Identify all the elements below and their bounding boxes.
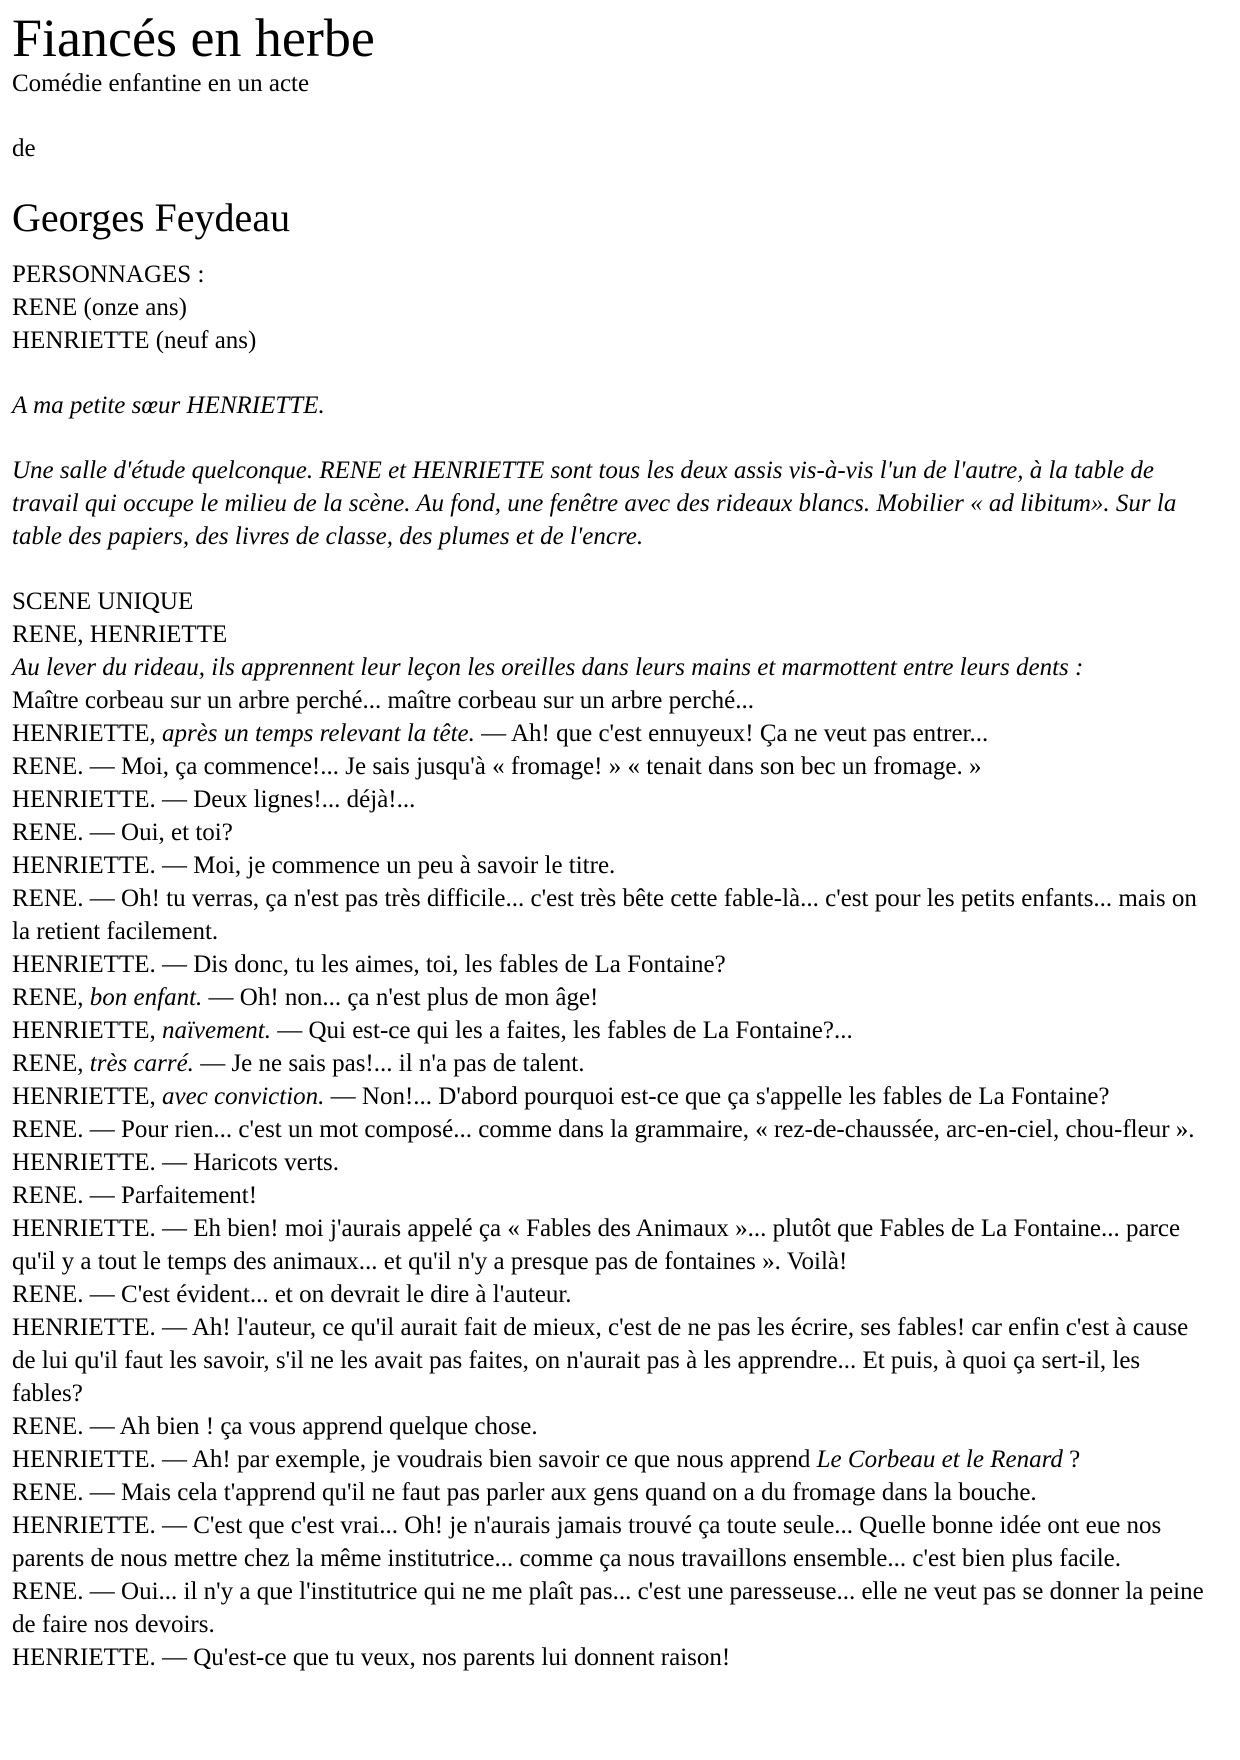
speaker-name: RENE. [12, 1413, 84, 1440]
dialogue-line [12, 1179, 1204, 1212]
dialogue-line [12, 1278, 1204, 1311]
dialogue-text: — Ah! par exemple, je voudrais bien savoir ce que nous apprend [161, 1446, 811, 1473]
dialogue-line [12, 1212, 1204, 1278]
dialogue-text: — Qui est-ce qui les a faites, les fables de La Fontaine?... [277, 1017, 853, 1044]
speaker-name: HENRIETTE. [12, 1314, 156, 1341]
speaker-name: RENE, [12, 984, 84, 1011]
dialogue-text: — Ah! que c'est ennuyeux! Ça ne veut pas entrer... [481, 720, 989, 747]
speaker-name: RENE. [12, 1116, 84, 1143]
dialogue-text: — Oh! tu verras, ça n'est pas très difficile... c'est très bête cette fable-là... c'est pour les petits enfants... mais on la retient facilement. [12, 885, 1197, 945]
dedication: A ma petite sœur HENRIETTE. [12, 392, 325, 419]
dialogue-line [12, 717, 1204, 750]
dialogue-text: — Mais cela t'apprend qu'il ne faut pas parler aux gens quand on a du fromage dans la bouche. [89, 1479, 1037, 1506]
speaker-name: HENRIETTE. [12, 786, 156, 813]
dialogue-line [12, 1014, 1204, 1047]
dialogue-line [12, 1641, 1204, 1674]
stage-direction: très carré. [89, 1050, 194, 1077]
dialogue-text: — Ah bien ! ça vous apprend quelque chose. [89, 1413, 538, 1440]
dialogue-line [12, 1047, 1204, 1080]
dialogue-text-end: ? [1062, 1446, 1081, 1473]
speaker-name: HENRIETTE. [12, 1446, 156, 1473]
stage-direction: Au lever du rideau, ils apprennent leur leçon les oreilles dans leurs mains et marmottent entre leurs dents : [12, 654, 1084, 681]
characters-heading: PERSONNAGES : [12, 261, 205, 288]
dialogue-line [12, 1509, 1204, 1575]
dialogue-text: — Qu'est-ce que tu veux, nos parents lui donnent raison! [161, 1644, 731, 1671]
character-entry: RENE (onze ans) [12, 294, 187, 321]
speaker-name: HENRIETTE. [12, 852, 156, 879]
dialogue-text: — Oh! non... ça n'est plus de mon âge! [208, 984, 599, 1011]
stage-direction: avec conviction. [161, 1083, 325, 1110]
dialogue-text: — Oui, et toi? [89, 819, 233, 846]
speaker-name: RENE. [12, 885, 84, 912]
dialogue-line [12, 1113, 1204, 1146]
dialogue-line [12, 1575, 1204, 1641]
speaker-name: HENRIETTE, [12, 1017, 156, 1044]
scene-heading: SCENE UNIQUE [12, 588, 194, 615]
dialogue-text: — Parfaitement! [89, 1182, 258, 1209]
dialogue-text: — Deux lignes!... déjà!... [161, 786, 416, 813]
play-subtitle: Comédie enfantine en un acte [12, 70, 310, 97]
dialogue-line [12, 981, 1204, 1014]
dialogue-line [12, 948, 1204, 981]
dialogue-line [12, 750, 1204, 783]
speaker-name: RENE. [12, 1281, 84, 1308]
dialogue-text: — Oui... il n'y a que l'institutrice qui ne me plaît pas... c'est une paresseuse... elle ne veut pas se donner la peine de faire nos devoirs. [12, 1578, 1204, 1638]
dialogue-list [12, 717, 1204, 1674]
speaker-name: HENRIETTE. [12, 1215, 156, 1242]
scene-cast: RENE, HENRIETTE [12, 621, 228, 648]
dialogue-line [12, 1146, 1204, 1179]
dialogue-line [12, 1311, 1204, 1410]
dialogue-line [12, 1410, 1204, 1443]
dialogue-text: — Je ne sais pas!... il n'a pas de talent. [200, 1050, 585, 1077]
dialogue-line [12, 783, 1204, 816]
dialogue-line [12, 816, 1204, 849]
speaker-name: HENRIETTE. [12, 1149, 156, 1176]
dialogue-line [12, 1476, 1204, 1509]
dialogue-line [12, 849, 1204, 882]
dialogue-line [12, 1443, 1204, 1476]
character-entry: HENRIETTE (neuf ans) [12, 327, 257, 354]
speaker-name: RENE, [12, 1050, 84, 1077]
speaker-name: RENE. [12, 753, 84, 780]
document-page [0, 8, 1216, 1674]
dialogue-text: — C'est que c'est vrai... Oh! je n'aurais jamais trouvé ça toute seule... Quelle bonne idée ont eue nos parents de nous mettre chez la même institutrice... comme ça nous travaillons ensemble... c'est bien plus facile. [12, 1512, 1162, 1572]
dialogue-text: — Dis donc, tu les aimes, toi, les fables de La Fontaine? [161, 951, 726, 978]
setting-description: Une salle d'étude quelconque. RENE et HENRIETTE sont tous les deux assis vis-à-vis l'un de l'autre, à la table de travail qui occupe le milieu de la scène. Au fond, une fenêtre avec des rideaux blancs. Mobilier « ad libitum». Sur la table des papiers, des livres de classe, des plumes et de l'encre. [12, 457, 1177, 550]
dialogue-text: — Ah! l'auteur, ce qu'il aurait fait de mieux, c'est de ne pas les écrire, ses fables! car enfin c'est à cause de lui qu'il faut les savoir, s'il ne les avait pas faites, on n'aurait pas à les apprendre... Et puis, à quoi ça sert-il, les fables? [12, 1314, 1189, 1407]
speaker-name: RENE. [12, 819, 84, 846]
play-title: Fiancés en herbe [12, 8, 375, 68]
dialogue-text: — Haricots verts. [161, 1149, 340, 1176]
speaker-name: RENE. [12, 1578, 84, 1605]
dialogue-text: — C'est évident... et on devrait le dire à l'auteur. [89, 1281, 572, 1308]
author-name: Georges Feydeau [12, 195, 291, 240]
speaker-name: HENRIETTE. [12, 1644, 156, 1671]
dialogue-text: — Moi, ça commence!... Je sais jusqu'à « fromage! » « tenait dans son bec un fromage. » [89, 753, 982, 780]
by-line: de [12, 135, 36, 162]
speaker-name: HENRIETTE, [12, 720, 156, 747]
work-title: Le Corbeau et le Renard [816, 1446, 1063, 1473]
speaker-name: HENRIETTE. [12, 1512, 156, 1539]
speaker-name: RENE. [12, 1182, 84, 1209]
speaker-name: HENRIETTE. [12, 951, 156, 978]
dialogue-text: — Pour rien... c'est un mot composé... comme dans la grammaire, « rez-de-chaussée, arc-en-ciel, chou-fleur ». [89, 1116, 1195, 1143]
dialogue-line [12, 882, 1204, 948]
speaker-name: RENE. [12, 1479, 84, 1506]
dialogue-text: — Eh bien! moi j'aurais appelé ça « Fables des Animaux »... plutôt que Fables de La Fontaine... parce qu'il y a tout le temps des animaux... et qu'il n'y a presque pas de fontaines ». Voilà! [12, 1215, 1181, 1275]
scene-section [12, 585, 1204, 1674]
stage-direction: bon enfant. [89, 984, 203, 1011]
speaker-name: HENRIETTE, [12, 1083, 156, 1110]
stage-direction: après un temps relevant la tête. [161, 720, 475, 747]
dialogue-line [12, 1080, 1204, 1113]
recitation-line: Maître corbeau sur un arbre perché... maître corbeau sur un arbre perché... [12, 687, 754, 714]
stage-direction: naïvement. [161, 1017, 271, 1044]
dialogue-text: — Moi, je commence un peu à savoir le titre. [161, 852, 616, 879]
dialogue-text: — Non!... D'abord pourquoi est-ce que ça s'appelle les fables de La Fontaine? [330, 1083, 1110, 1110]
characters-section [12, 258, 1204, 357]
